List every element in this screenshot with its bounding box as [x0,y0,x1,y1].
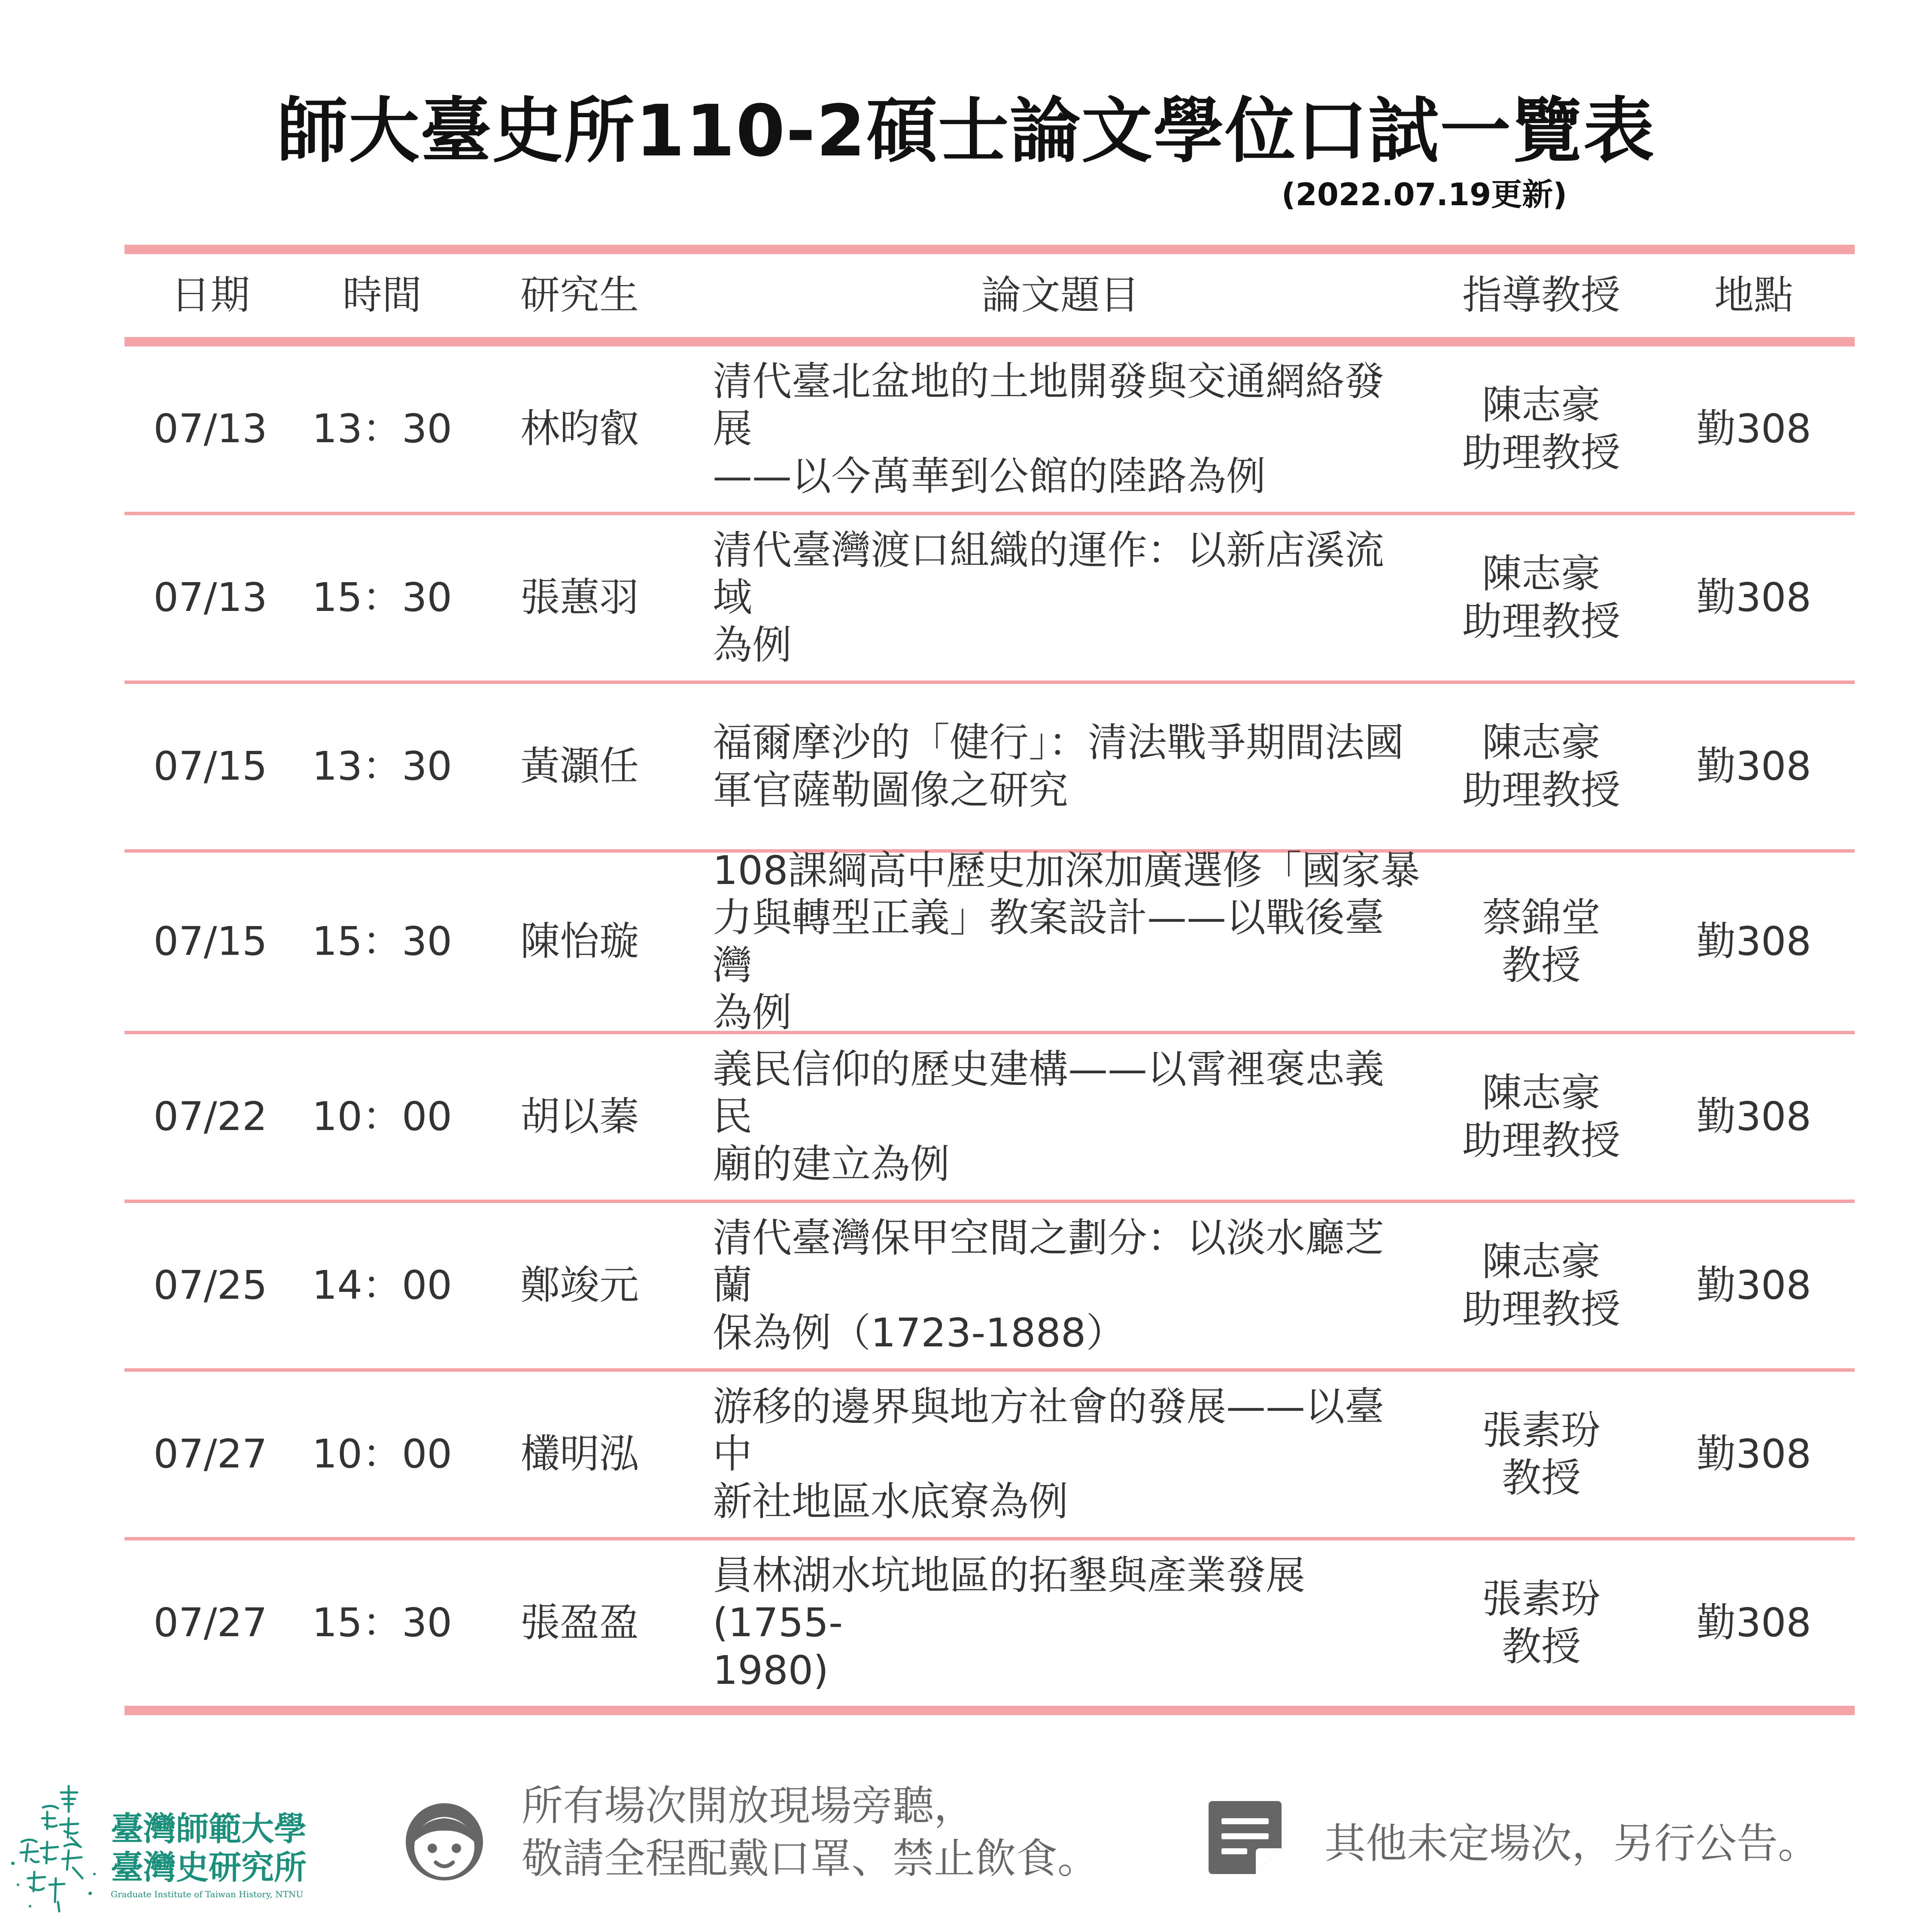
cell-time: 15：30 [312,918,453,965]
attendance-notice-line1: 所有場次開放現場旁聽， [522,1782,975,1830]
cell-room: 勤308 [1696,406,1811,452]
cell-room: 勤308 [1696,1094,1811,1140]
cell-thesis [691,1552,1430,1694]
cell-time: 15：30 [312,1600,453,1646]
cell-student: 欉明泓 [520,1431,639,1477]
advisor-title: 教授 [1501,942,1581,988]
advisor-title: 教授 [1501,1455,1581,1501]
cell-student: 鄭竣元 [520,1262,639,1309]
update-date: (2022.07.19更新) [1281,176,1567,213]
thesis-line: 1980) [713,1647,829,1693]
thesis-line: 清代臺灣渡口組織的運作：以新店溪流域 [713,527,1385,621]
thesis-line: 游移的邊界與地方社會的發展——以臺中 [713,1383,1385,1477]
institute-english-name: Graduate Institute of Taiwan History, NTNU [111,1889,304,1899]
cell-advisor [1430,1576,1653,1671]
thesis-line: 保為例（1723-1888） [713,1309,1126,1356]
cell-date: 07/22 [153,1094,267,1140]
thesis-line: 為例 [713,989,792,1036]
cell-date: 07/13 [153,406,267,452]
institute-name [111,1810,307,1886]
table-bottom-rule [125,1706,1855,1715]
advisor-name: 陳志豪 [1482,720,1601,766]
cell-date: 07/15 [153,743,267,790]
advisor-title: 助理教授 [1462,1117,1620,1163]
advisor-name: 陳志豪 [1482,1070,1601,1116]
thesis-line: 員林湖水坑地區的拓墾與產業發展(1755- [713,1552,1306,1646]
table-row [125,1540,1855,1706]
cell-date: 07/25 [153,1262,267,1309]
cell-room: 勤308 [1696,1600,1811,1646]
advisor-title: 助理教授 [1462,429,1620,476]
cell-date: 07/13 [153,574,267,621]
cell-student: 黃灝任 [520,743,639,790]
thesis-line: 義民信仰的歷史建構——以霄裡褒忠義民 [713,1046,1385,1140]
thesis-line: 力與轉型正義」教案設計——以戰後臺灣 [713,895,1385,988]
column-header-room: 地點 [1714,272,1793,319]
cell-room: 勤308 [1696,1262,1811,1309]
advisor-name: 陳志豪 [1482,551,1601,597]
cell-advisor [1430,550,1653,645]
table-header-rule [125,337,1855,346]
table-row [125,346,1855,512]
cell-student: 張蕙羽 [520,574,639,621]
cell-time: 13：30 [312,743,453,790]
cell-date: 07/27 [153,1600,267,1646]
thesis-line: 清代臺北盆地的土地開發與交通網絡發展 [713,358,1385,452]
table-header-row [125,254,1855,337]
advisor-title: 助理教授 [1462,1286,1620,1332]
advisor-name: 張素玢 [1482,1407,1601,1454]
thesis-line: 108課綱高中歷史加深加廣選修「國家暴 [713,847,1420,893]
cell-student: 張盈盈 [520,1600,639,1646]
thesis-line: 廟的建立為例 [713,1141,950,1187]
thesis-line: 軍官薩勒圖像之研究 [713,767,1069,813]
pending-notice: 其他未定場次，另行公告。 [1324,1820,1819,1868]
cell-advisor [1430,719,1653,814]
cell-advisor [1430,382,1653,477]
cell-time: 13：30 [312,406,453,452]
table-row [125,1372,1855,1537]
table-row [125,684,1855,849]
note-icon [1204,1797,1286,1878]
table-top-rule [125,245,1855,254]
row-divider [125,512,1855,515]
cell-advisor [1430,1238,1653,1333]
cell-thesis [691,1046,1430,1188]
thesis-line: 為例 [713,622,792,668]
table-body [125,346,1855,1706]
cell-thesis [691,847,1430,1037]
cell-advisor [1430,1407,1653,1502]
advisor-title: 助理教授 [1462,598,1620,644]
row-divider [125,680,1855,684]
attendance-notice-line2: 敬請全程配戴口罩、禁止飲食。 [522,1834,1099,1883]
cell-date: 07/15 [153,918,267,965]
table-row [125,1203,1855,1368]
page-title: 師大臺史所110-2碩士論文學位口試一覽表 [277,90,1655,172]
cell-thesis [691,527,1430,669]
cell-room: 勤308 [1696,1431,1811,1477]
table-row [125,515,1855,680]
row-divider [125,1537,1855,1540]
thesis-line: ——以今萬華到公館的陸路為例 [713,453,1266,499]
table-row [125,847,1855,1036]
cell-room: 勤308 [1696,574,1811,621]
row-divider [125,1368,1855,1372]
cell-student: 林昀叡 [520,406,639,452]
defense-schedule-table [125,245,1855,1715]
cell-time: 10：00 [312,1431,453,1477]
table-row [125,1034,1855,1200]
cell-room: 勤308 [1696,918,1811,965]
cell-student: 胡以蓁 [520,1094,639,1140]
cell-time: 10：00 [312,1094,453,1140]
advisor-name: 陳志豪 [1482,382,1601,428]
cell-advisor [1430,894,1653,989]
advisor-title: 助理教授 [1462,767,1620,813]
cell-date: 07/27 [153,1431,267,1477]
column-header-time: 時間 [342,272,422,319]
column-header-advisor: 指導教授 [1462,272,1620,319]
thesis-line: 福爾摩沙的「健行」：清法戰爭期間法國 [713,720,1404,766]
advisor-name: 蔡錦堂 [1482,895,1601,941]
cell-time: 14：00 [312,1262,453,1309]
attendance-notice [522,1780,1099,1885]
cell-student: 陳怡璇 [520,918,639,965]
column-header-date: 日期 [170,272,250,319]
cell-thesis [691,1215,1430,1357]
institute-name-line1: 臺灣師範大學 [111,1810,307,1848]
column-header-thesis: 論文題目 [981,272,1139,319]
cell-thesis [691,1383,1430,1525]
cell-time: 15：30 [312,574,453,621]
face-icon [401,1799,487,1885]
thesis-line: 新社地區水底寮為例 [713,1478,1069,1525]
cell-thesis [691,358,1430,500]
cell-thesis [691,719,1430,814]
row-divider [125,1200,1855,1203]
advisor-title: 教授 [1501,1623,1581,1670]
institute-name-line2: 臺灣史研究所 [111,1848,307,1886]
footer [0,1765,1932,1919]
advisor-name: 陳志豪 [1482,1239,1601,1285]
cell-advisor [1430,1069,1653,1164]
advisor-name: 張素玢 [1482,1576,1601,1622]
thesis-line: 清代臺灣保甲空間之劃分：以淡水廳芝蘭 [713,1215,1385,1309]
column-header-student: 研究生 [520,272,639,319]
calligraphy-logo [4,1777,103,1915]
cell-room: 勤308 [1696,743,1811,790]
